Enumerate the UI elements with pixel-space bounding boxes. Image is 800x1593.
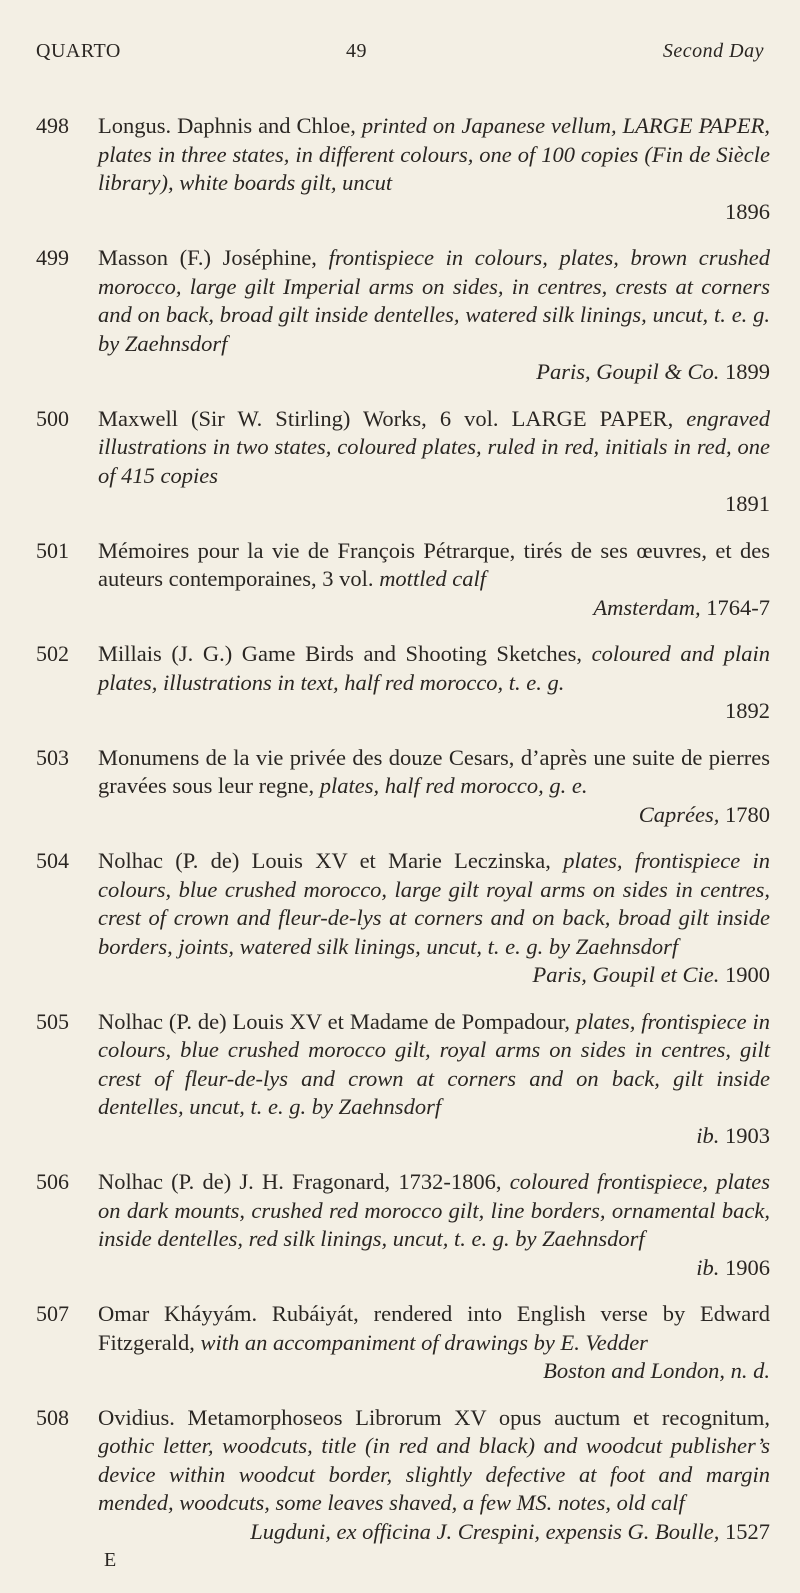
lot-imprint <box>98 198 770 227</box>
lot-number: 508 <box>36 1404 69 1430</box>
lot-title: Nolhac (P. de) Louis XV et Marie Leczinska, <box>98 848 551 873</box>
lot-title: Nolhac (P. de) J. H. Fragonard, 1732-1806, <box>98 1169 502 1194</box>
lot-title: Longus. Daphnis and Chloe, <box>98 113 356 138</box>
imprint-date: 1891 <box>725 491 770 516</box>
imprint-place: Amsterdam, <box>593 594 701 620</box>
lot-imprint <box>98 490 770 519</box>
imprint-date: 1896 <box>725 198 770 224</box>
imprint-date: 1899 <box>725 359 770 384</box>
lot-number: 507 <box>36 1301 69 1326</box>
lot-imprint <box>98 697 770 726</box>
lot-imprint <box>98 1254 770 1283</box>
lot-title: Mémoires pour la vie de François Pétrarque, tirés de ses œuvres, et des auteurs contemporaines, 3 vol. <box>98 537 770 591</box>
lot-title: Monumens de la vie privée des douze Cesars, d’après une suite de pierres gravées sous leur regne, <box>98 744 770 798</box>
lot-imprint <box>98 1122 770 1151</box>
lot-description: coloured and plain plates, illustrations in text, half red morocco, t. e. g. <box>98 641 771 695</box>
lot-number: 502 <box>36 641 69 666</box>
lot-title: Ovidius. Metamorphoseos Librorum XV opus auctum et recognitum, <box>98 1404 770 1430</box>
lot-imprint <box>98 1518 770 1547</box>
lot-number: 504 <box>36 848 69 873</box>
signature-mark: E <box>104 1549 117 1571</box>
lot-description: coloured frontispiece, plates on dark mounts, crushed red morocco gilt, line borders, ornamental back, inside dentelles, red silk linings, uncut, t. e. g. by Zaehnsdorf <box>98 1169 771 1251</box>
lot-number: 503 <box>36 744 69 770</box>
imprint-place: ib. <box>696 1122 720 1148</box>
running-head <box>36 40 764 70</box>
lot-entry <box>36 112 770 226</box>
lot-number: 505 <box>36 1008 69 1034</box>
format-heading: QUARTO <box>36 40 121 62</box>
lot-list <box>36 112 770 1593</box>
imprint-date: 1900 <box>725 962 770 987</box>
lot-description: with an accompaniment of drawings by E. Vedder <box>200 1329 648 1355</box>
lot-description: gothic letter, woodcuts, title (in red and black) and woodcut publisher’s device within woodcut border, slightly defective at foot and margin mended, woodcuts, some leaves shaved, a few MS. notes, old calf <box>98 1433 770 1515</box>
sale-day: Second Day <box>662 40 764 62</box>
lot-description: plates, half red morocco, g. e. <box>319 773 588 798</box>
lot-description: mottled calf <box>379 566 487 591</box>
lot-entry <box>36 1168 770 1282</box>
lot-description: frontispiece in colours, plates, brown crushed morocco, large gilt Imperial arms on sides, in centres, crests at corners and on back, broad gilt inside dentelles, watered silk linings, uncut, t. e. g. by Zaehnsdorf <box>98 245 770 356</box>
imprint-date: 1764-7 <box>706 594 770 620</box>
imprint-date: 1892 <box>725 698 770 723</box>
lot-title: Omar Kháyyám. Rubáiyát, rendered into English verse by Edward Fitzgerald, <box>98 1301 770 1355</box>
imprint-place: Caprées, <box>638 801 720 827</box>
lot-entry <box>36 744 770 830</box>
lot-entry <box>36 1404 770 1575</box>
lot-imprint <box>98 801 770 830</box>
lot-title: Maxwell (Sir W. Stirling) Works, 6 vol. LARGE PAPER, <box>98 405 674 431</box>
imprint-date: 1527 <box>725 1518 770 1544</box>
lot-imprint <box>98 358 770 387</box>
lot-title: Millais (J. G.) Game Birds and Shooting Sketches, <box>98 641 583 666</box>
imprint-place: Boston and London, n. d. <box>543 1358 770 1383</box>
imprint-date: 1906 <box>725 1254 770 1280</box>
lot-entry <box>36 1008 770 1151</box>
lot-entry <box>36 847 770 990</box>
lot-description: printed on Japanese vellum, LARGE PAPER, plates in three states, in different colours, one of 100 copies (Fin de Siècle library), white boards gilt, uncut <box>98 113 771 195</box>
lot-number: 498 <box>36 113 69 138</box>
lot-description: plates, frontispiece in colours, blue crushed morocco gilt, royal arms on sides in centres, gilt crest of fleur-de-lys and crown at corners and on back, gilt inside dentelles, uncut, t. e. g. by Zaehnsdorf <box>98 1008 771 1119</box>
lot-entry <box>36 640 770 726</box>
imprint-place: ib. <box>696 1254 720 1280</box>
page-number: 49 <box>346 40 367 62</box>
imprint-place: Paris, Goupil et Cie. <box>532 962 720 987</box>
lot-entry <box>36 244 770 387</box>
lot-description: plates, frontispiece in colours, blue crushed morocco, large gilt royal arms on sides in centres, crest of crown and fleur-de-lys at corners and on back, broad gilt inside borders, joints, watered silk linings, uncut, t. e. g. by Zaehnsdorf <box>98 848 771 959</box>
lot-imprint <box>98 961 770 990</box>
lot-number: 501 <box>36 537 69 563</box>
lot-imprint <box>98 594 770 623</box>
lot-entry <box>36 405 770 519</box>
lot-imprint <box>98 1357 770 1386</box>
lot-title: Masson (F.) Joséphine, <box>98 245 317 270</box>
lot-entry <box>36 537 770 623</box>
lot-number: 506 <box>36 1169 69 1194</box>
lot-number: 500 <box>36 405 69 431</box>
lot-title: Nolhac (P. de) Louis XV et Madame de Pompadour, <box>98 1008 571 1034</box>
imprint-date: 1780 <box>725 801 770 827</box>
imprint-place: Lugduni, ex officina J. Crespini, expensis G. Boulle, <box>250 1518 720 1544</box>
imprint-place: Paris, Goupil & Co. <box>536 359 720 384</box>
lot-number: 499 <box>36 245 69 270</box>
imprint-date: 1903 <box>725 1122 770 1148</box>
lot-description: engraved illustrations in two states, coloured plates, ruled in red, initials in red, one of 415 copies <box>98 405 770 488</box>
